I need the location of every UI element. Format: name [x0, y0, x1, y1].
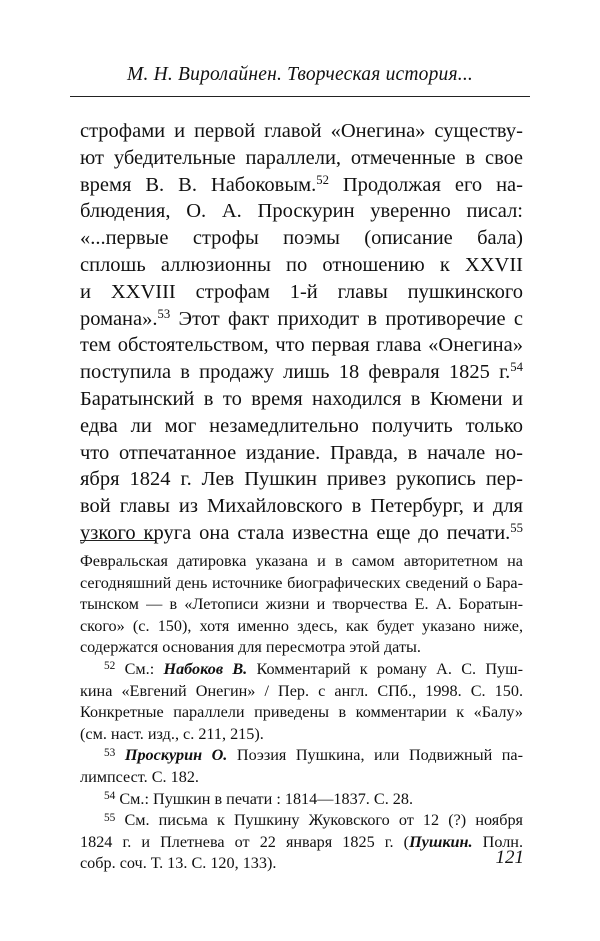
footnote-52-author: Набоков В. [163, 659, 248, 678]
main-line-7: и XXVIII строфам 1-й главы пушкинского [80, 280, 523, 303]
footnote-continued-line-1: Февральская датировка указана и в самом авторитетном на [80, 552, 523, 570]
footnote-54-text: См.: Пушкин в печати : 1814—1837. С. 28. [115, 789, 414, 808]
main-line-1: строфами и первой главой «Онегина» существу- [80, 120, 523, 142]
main-line-10-text: поступила в продажу лишь 18 февраля 1825 г. [80, 361, 511, 384]
footnote-52-line-2: кина «Евгений Онегин» / Пер. с англ. СПб., 1998. С. 150. [80, 681, 523, 700]
footnote-52-line-4: (см. наст. изд., с. 211, 215). [80, 724, 264, 743]
footnote-continued-line-4: ского» (с. 150), хотя именно здесь, как будет указано ниже, [80, 616, 523, 635]
running-header: М. Н. Виролайнен. Творческая история... [127, 64, 473, 85]
footnote-52-line-1 [80, 659, 523, 681]
main-line-11: Баратынский в то время находился в Кюмени и [80, 387, 523, 410]
footnote-55-author: Пушкин. [409, 832, 473, 851]
footnote-53-line-1 [80, 745, 523, 767]
main-line-2: ют убедительные параллели, отмеченные в своe [80, 146, 523, 169]
page-number: 121 [495, 847, 524, 868]
main-line-16-text: узкого круга она стала известна еще до печати. [80, 521, 511, 544]
main-line-16 [80, 520, 523, 547]
main-line-15: вой главы из Михайловского в Петербург, и для [80, 495, 523, 518]
main-line-5: «...первые строфы поэмы (описание бала) [80, 227, 523, 250]
footnote-ref-54: 54 [510, 360, 523, 375]
footnote-ref-53: 53 [157, 306, 171, 321]
footnote-55-number: 55 [104, 811, 116, 824]
header-rule [70, 96, 530, 97]
footnotes [80, 551, 523, 875]
footnote-55-text: См. письма к Пушкину Жуковского от 12 (?) ноября [115, 811, 523, 830]
main-line-14: ября 1824 г. Лев Пушкин привез рукопись пер- [80, 468, 523, 491]
footnote-continued-line-2: сегодняшний день источнике биографических сведений о Бара- [80, 573, 523, 592]
footnote-rule [80, 540, 156, 541]
main-line-4: блюдения, О. А. Проскурин уверенно писал: [80, 200, 523, 223]
main-line-10 [80, 359, 523, 386]
footnote-52-title: Комментарий к роману А. С. Пуш- [247, 659, 523, 678]
footnote-55-line-1 [80, 810, 523, 832]
main-line-3-rest: Продолжая его на- [328, 173, 523, 196]
footnote-55-line-2-rest: Полн. [472, 832, 524, 851]
main-line-9: тем обстоятельством, что первая глава «Онегина» [80, 334, 523, 357]
footnote-53-author: Проскурин О. [124, 746, 228, 765]
footnote-54-number: 54 [104, 790, 116, 802]
footnote-53-line-2: лимпсест. С. 182. [80, 767, 199, 786]
main-line-3-text: время В. В. Набоковым. [80, 173, 317, 196]
footnote-52-prefix: См.: [115, 659, 164, 678]
footnote-ref-52: 52 [316, 172, 329, 187]
footnote-55-line-3: собр. соч. Т. 13. С. 120, 133). [80, 854, 277, 873]
main-line-13: что отпечатанное издание. Правда, в начале но- [80, 441, 523, 464]
footnote-52-number: 52 [104, 660, 116, 673]
footnote-55-line-2 [80, 832, 523, 854]
main-line-12: едва ли мог незамедлительно получить только [80, 414, 523, 437]
footnote-54-line-1 [80, 789, 523, 811]
main-line-8 [80, 306, 523, 333]
main-line-6: сплошь аллюзионны по отношению к XXVII [80, 253, 523, 276]
footnote-55-line-2-text: 1824 г. и Плетнева от 22 января 1825 г. ( [80, 832, 410, 851]
footnote-53-number: 53 [104, 746, 116, 759]
main-line-8-text: романа». [80, 307, 158, 330]
footnote-continued-line-3: тынском — в «Летописи жизни и творчества Е. А. Боратын- [80, 595, 523, 614]
footnote-52-line-3: Конкретные параллели приведены в комментарии к «Балу» [80, 703, 523, 722]
main-line-8-rest: Этот факт приходит в противоречие с [170, 307, 523, 330]
footnote-53-title: Поэзия Пушкина, или Подвижный па- [227, 746, 523, 765]
main-line-3 [80, 172, 523, 199]
footnote-ref-55: 55 [510, 520, 523, 535]
footnote-continued-line-5: содержатся основания для пересмотра этой даты. [80, 638, 421, 657]
main-text [80, 118, 523, 547]
